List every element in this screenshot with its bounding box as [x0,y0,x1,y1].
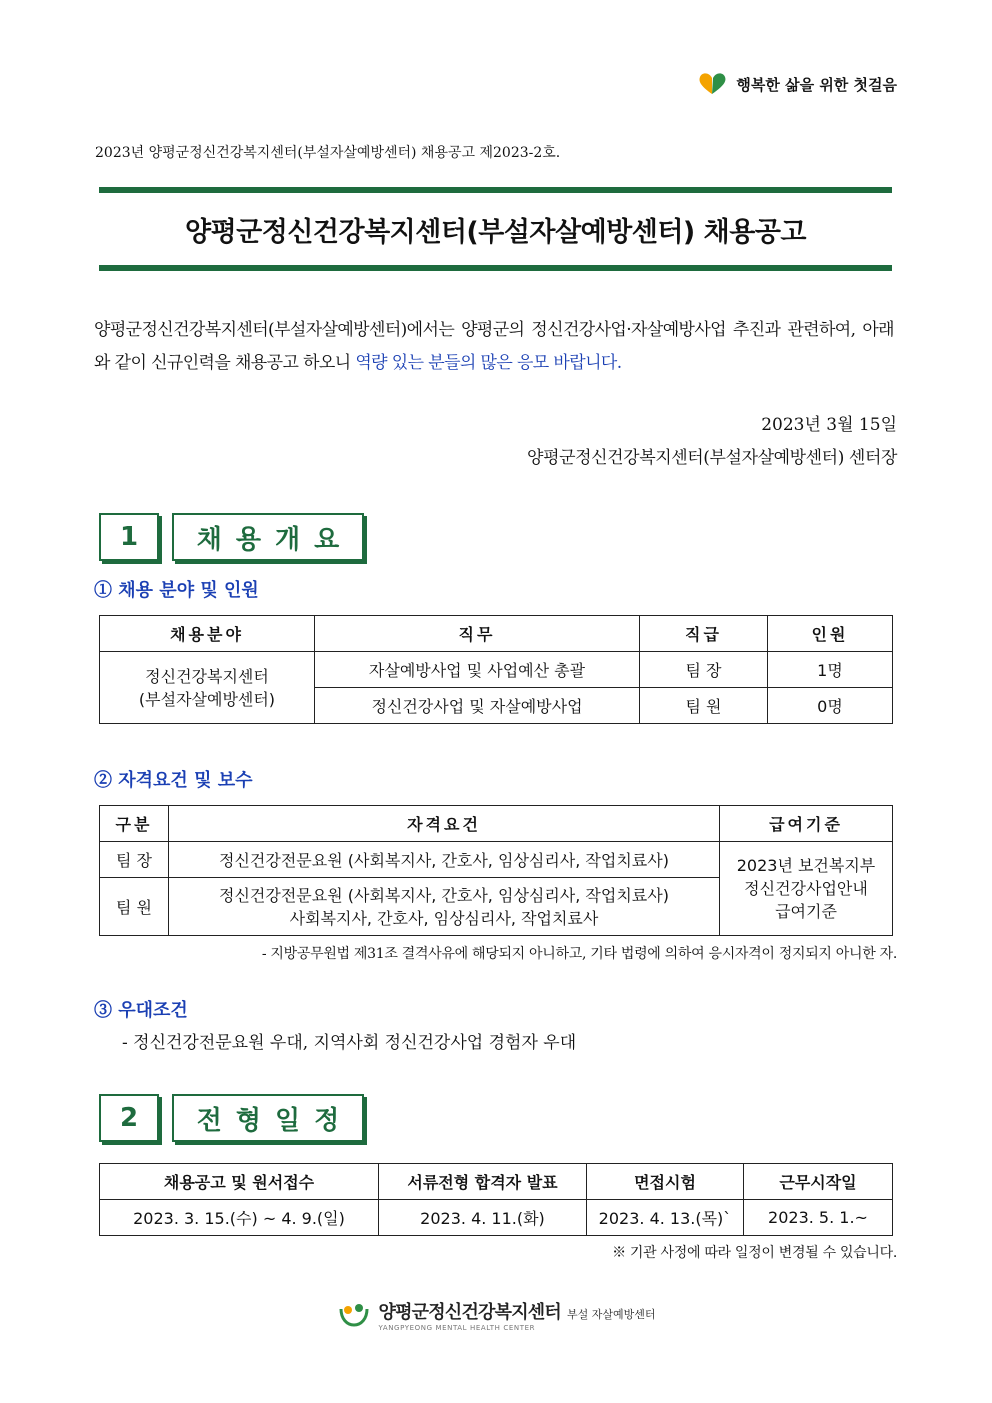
rank-cell: 팀 원 [640,688,768,724]
title-top-bar [99,187,892,193]
pay-line-2: 정신건강사업안내 [744,879,868,898]
footer-org-name: 양평군정신건강복지센터 [378,1302,561,1323]
schedule-table [99,1163,893,1236]
header-rank: 직급 [640,616,768,652]
interview-date-cell: 2023. 4. 13.(목)` [587,1200,744,1236]
intro-paragraph [94,314,894,380]
qualification-table [99,805,893,936]
table-row [100,1200,893,1236]
field-line-1: 정신건강복지센터 [145,666,269,686]
header-document-result: 서류전형 합격자 발표 [379,1164,587,1200]
preference-text: - 정신건강전문요원 우대, 지역사회 정신건강사업 경험자 우대 [122,1033,577,1053]
recruitment-table [99,615,893,724]
table-row [100,652,893,688]
footer-english-name: YANGPYEONG MENTAL HEALTH CENTER [378,1324,536,1332]
footer-logo [0,1298,992,1332]
pay-line-3: 급여기준 [775,902,837,921]
footer-sub-name: 부설 자살예방센터 [566,1308,656,1321]
intro-text: 양평군정신건강복지센터(부설자살예방센터)에서는 양평군의 정신건강사업·자살예방사업 추진과 관련하여, 아래와 같이 신규인력을 채용공고 하오니 [94,320,894,373]
section-1-number: 1 [99,513,159,561]
section-1-title: 채용개요 [172,513,364,561]
section-2-title: 전형일정 [172,1094,364,1142]
disqualification-note: - 지방공무원법 제31조 결격사유에 해당되지 아니하고, 기타 법령에 의하여 응시자격이 정지되지 아니한 자. [261,946,897,962]
subsection-1-1-title: ① 채용 분야 및 인원 [94,580,259,601]
type-cell: 팀 원 [100,878,169,936]
intro-highlight: 역량 있는 분들의 많은 응모 바랍니다. [355,353,622,373]
header-requirements: 자격요건 [169,806,720,842]
center-logo-icon [337,1301,371,1329]
header-start-date: 근무시작일 [744,1164,893,1200]
document-number: 2023년 양평군정신건강복지센터(부설자살예방센터) 채용공고 제2023-2호. [95,145,561,161]
field-cell [100,652,315,724]
duty-cell: 자살예방사업 및 사업예산 총괄 [315,652,640,688]
rank-cell: 팀 장 [640,652,768,688]
header-interview: 면접시험 [587,1164,744,1200]
duty-cell: 정신건강사업 및 자살예방사업 [315,688,640,724]
slogan-text: 행복한 삶을 위한 첫걸음 [736,75,897,94]
header-count: 인원 [768,616,893,652]
notice-date: 2023년 3월 15일 [761,415,897,435]
slogan [698,72,897,96]
requirements-line-2: 사회복지사, 간호사, 임상심리사, 작업치료사 [289,908,599,928]
heart-logo-icon [698,72,728,96]
type-cell: 팀 장 [100,842,169,878]
section-2-number: 2 [99,1094,159,1142]
requirements-cell: 정신건강전문요원 (사회복지사, 간호사, 임상심리사, 작업치료사) [169,842,720,878]
start-date-cell: 2023. 5. 1.~ [744,1200,893,1236]
pay-cell [720,842,893,936]
requirements-cell [169,878,720,936]
document-result-cell: 2023. 4. 11.(화) [379,1200,587,1236]
signer: 양평군정신건강복지센터(부설자살예방센터) 센터장 [527,448,897,468]
subsection-1-2-title: ② 자격요건 및 보수 [94,770,253,791]
page-title: 양평군정신건강복지센터(부설자살예방센터) 채용공고 [185,217,806,248]
header-pay: 급여기준 [720,806,893,842]
header-duty: 직무 [315,616,640,652]
title-bottom-bar [99,265,892,271]
application-period-cell: 2023. 3. 15.(수) ~ 4. 9.(일) [100,1200,379,1236]
schedule-note: ※ 기관 사정에 따라 일정이 변경될 수 있습니다. [612,1245,897,1261]
field-line-2: (부설자살예방센터) [138,689,276,709]
header-field: 채용분야 [100,616,315,652]
header-application: 채용공고 및 원서접수 [100,1164,379,1200]
count-cell: 1명 [768,652,893,688]
pay-line-1: 2023년 보건복지부 [736,856,876,875]
requirements-line-1: 정신건강전문요원 (사회복지사, 간호사, 임상심리사, 작업치료사) [219,885,669,905]
table-row [100,842,893,878]
subsection-1-3-title: ③ 우대조건 [94,1000,188,1021]
count-cell: 0명 [768,688,893,724]
header-type: 구분 [100,806,169,842]
